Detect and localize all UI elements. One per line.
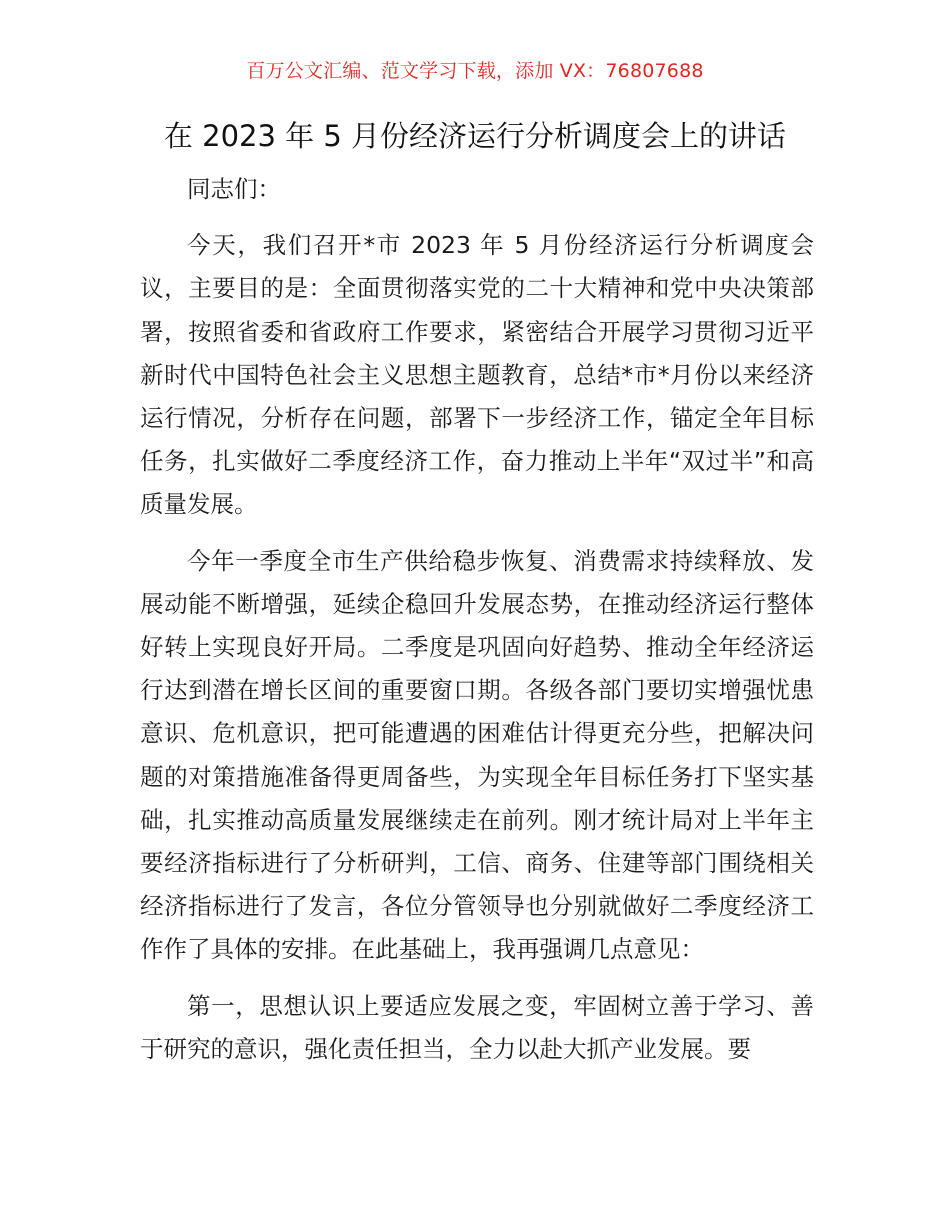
salutation: 同志们：	[187, 175, 281, 203]
watermark-header: 百万公文汇编、范文学习下载，添加 VX：76807688	[246, 60, 704, 82]
document-body	[140, 168, 814, 1084]
document-title: 在 2023 年 5 月份经济运行分析调度会上的讲话	[163, 119, 787, 153]
paragraph-situation: 今年一季度全市生产供给稳步恢复、消费需求持续释放、发展动能不断增强，延续企稳回升发展态势，在推动经济运行整体好转上实现良好开局。二季度是巩固向好趋势、推动全年经济运行达到潜在增长区间的重要窗口期。各级各部门要切实增强忧患意识、危机意识，把可能遭遇的困难估计得更充分些，把解决问题的对策措施准备得更周备些，为实现全年目标任务打下坚实基础，扎实推动高质量发展继续走在前列。刚才统计局对上半年主要经济指标进行了分析研判，工信、商务、住建等部门围绕相关经济指标进行了发言，各位分管领导也分别就做好二季度经济工作作了具体的安排。在此基础上，我再强调几点意见：	[140, 546, 814, 964]
paragraph-intro: 今天，我们召开*市 2023 年 5 月份经济运行分析调度会议，主要目的是：全面贯彻落实党的二十大精神和党中央决策部署，按照省委和省政府工作要求，紧密结合开展学习贯彻习近平新时代中国特色社会主义思想主题教育，总结*市*月份以来经济运行情况，分析存在问题，部署下一步经济工作，锚定全年目标任务，扎实做好二季度经济工作，奋力推动上半年“双过半”和高质量发展。	[140, 231, 814, 519]
paragraph-first-point: 第一，思想认识上要适应发展之变，牢固树立善于学习、善于研究的意识，强化责任担当，全力以赴大抓产业发展。要	[140, 991, 814, 1063]
